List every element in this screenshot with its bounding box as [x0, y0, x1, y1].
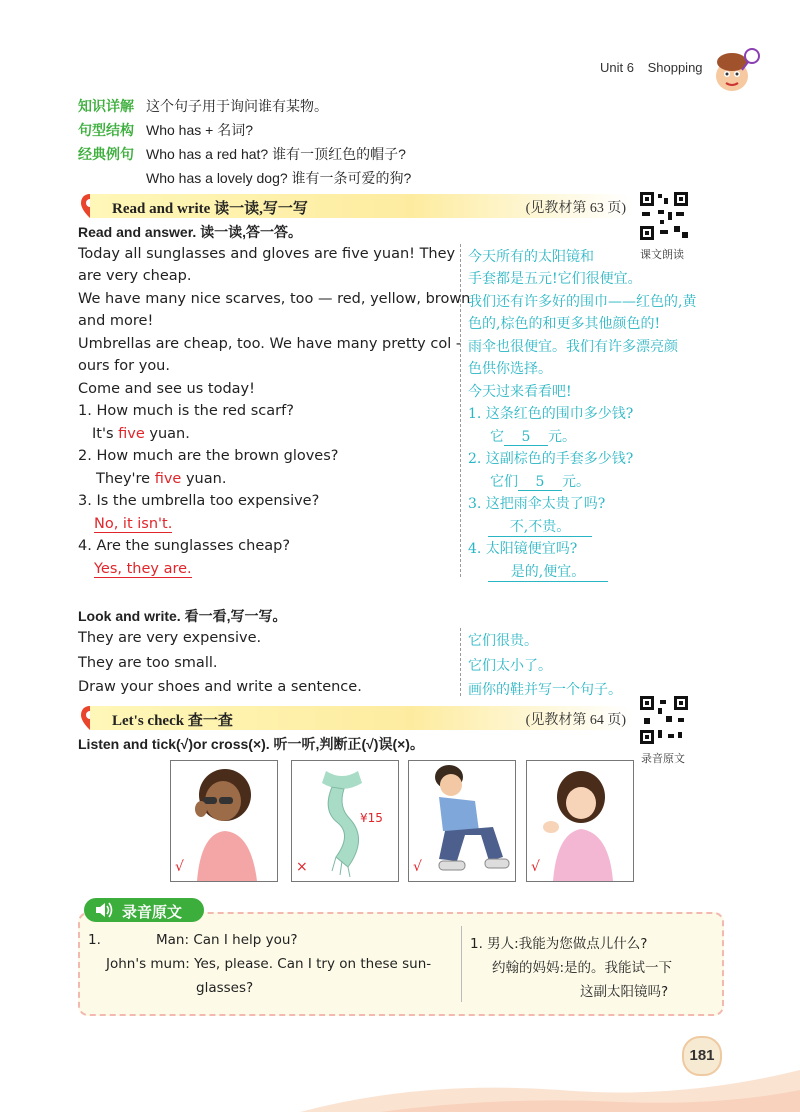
knowledge-row — [78, 168, 411, 188]
qr-caption: 课文朗读 — [640, 249, 684, 261]
knowledge-text: Who has + 名词? — [146, 122, 253, 138]
transcript-badge — [84, 898, 204, 922]
passage-translation-line: 今天过来看看吧! — [468, 384, 572, 400]
picture-woman-with-sunglasses — [170, 760, 278, 882]
transcript-divider — [461, 926, 462, 1002]
read-answer-heading: Read and answer. 读一读,答一答。 — [78, 224, 303, 240]
speaker-text: Can I help you? — [193, 932, 298, 948]
knowledge-label: 知识详解 — [78, 98, 134, 114]
transcript-translation: 这副太阳镜吗? — [580, 984, 669, 1000]
answer-translation — [488, 516, 592, 537]
answer-prefix: It's — [92, 426, 119, 442]
answer-text: Yes, they are. — [94, 561, 192, 577]
answer-text: No, it isn't. — [94, 516, 173, 532]
answer-text: five — [118, 426, 145, 442]
listen-instruction: Listen and tick(√)or cross(×). 听一听,判断正(√)误(×)。 — [78, 736, 424, 752]
answer-blank: 5 — [518, 474, 562, 491]
tick-mark: √ — [413, 859, 422, 875]
speaker-icon — [94, 901, 114, 919]
answer-suffix: 元。 — [562, 474, 590, 490]
passage-line: ours for you. — [78, 358, 170, 374]
price-tag: ¥15 — [360, 811, 383, 825]
speaker-name: John's mum: — [106, 956, 190, 972]
column-divider — [460, 628, 461, 696]
unit-label: Unit 6 — [600, 60, 634, 75]
answer-translation — [490, 471, 590, 491]
passage-translation-line: 色的,棕色的和更多其他颜色的! — [468, 316, 661, 332]
qr-caption: 录音原文 — [641, 753, 685, 765]
answer-line — [96, 471, 226, 487]
footer-wave-decoration — [0, 1040, 800, 1112]
answer-line — [94, 516, 172, 532]
passage-translation-line: 今天所有的太阳镜和 — [468, 249, 594, 265]
question-text: 1. How much is the red scarf? — [78, 403, 294, 419]
question-text: 3. Is the umbrella too expensive? — [78, 493, 320, 509]
question-translation: 4. 太阳镜便宜吗? — [468, 541, 578, 557]
picture-girl-with-gloves — [526, 760, 634, 882]
answer-blank: 不,不贵。 — [488, 516, 592, 537]
passage-translation-line: 雨伞也很便宜。我们有许多漂亮颜 — [468, 339, 678, 355]
question-translation: 1. 这条红色的围巾多少钱? — [468, 406, 634, 422]
unit-topic: Shopping — [647, 60, 703, 75]
picture-scarf — [291, 760, 399, 882]
answer-line — [94, 561, 192, 577]
knowledge-label: 经典例句 — [78, 146, 134, 162]
qr-code-icon[interactable] — [638, 190, 690, 242]
textbook-reference: (见教材第 64 页) — [525, 713, 626, 728]
question-text: 4. Are the sunglasses cheap? — [78, 538, 291, 554]
look-write-line: They are too small. — [78, 655, 218, 671]
transcript-translation: 约翰的妈妈:是的。我能试一下 — [492, 960, 673, 976]
passage-translation-line: 手套都是五元!它们很便宜。 — [468, 271, 642, 287]
knowledge-label: 句型结构 — [78, 122, 134, 138]
cross-mark: × — [296, 859, 308, 875]
passage-line: and more! — [78, 313, 154, 329]
look-write-translation: 它们太小了。 — [468, 658, 552, 674]
passage-line: Umbrellas are cheap, too. We have many pretty col - — [78, 336, 462, 352]
answer-blank: 是的,便宜。 — [488, 561, 608, 582]
knowledge-row — [78, 96, 328, 116]
section-title: Read and write 读一读,写一写 — [112, 201, 308, 217]
answer-text: five — [154, 471, 182, 487]
girl-gloves-illustration — [527, 761, 633, 881]
transcript-line — [106, 956, 431, 972]
page-number: 181 — [682, 1036, 722, 1076]
knowledge-text: Who has a lovely dog? 谁有一条可爱的狗? — [146, 170, 412, 186]
textbook-reference: (见教材第 63 页) — [525, 201, 626, 216]
woman-sunglasses-illustration — [171, 761, 277, 881]
unit-header — [600, 60, 703, 75]
answer-suffix: yuan. — [144, 426, 190, 442]
knowledge-text: Who has a red hat? 谁有一顶红色的帽子? — [146, 146, 406, 162]
passage-line: We have many nice scarves, too — red, yellow, brown — [78, 291, 471, 307]
tick-mark: √ — [531, 859, 540, 875]
transcript-number: 1. — [88, 932, 101, 948]
speaker-name: Man: — [156, 932, 190, 948]
mascot-icon — [708, 44, 764, 94]
passage-line: Today all sunglasses and gloves are five yuan! They — [78, 246, 456, 262]
passage-line: are very cheap. — [78, 268, 192, 284]
passage-line: Come and see us today! — [78, 381, 255, 397]
answer-prefix: They're — [96, 471, 155, 487]
answer-suffix: yuan. — [181, 471, 227, 487]
look-write-line: Draw your shoes and write a sentence. — [78, 679, 362, 695]
transcript-line: glasses? — [196, 980, 254, 996]
read-write-section-bar — [90, 194, 630, 218]
look-write-translation: 它们很贵。 — [468, 633, 538, 649]
transcript-badge-label: 录音原文 — [122, 904, 183, 921]
speaker-text: Yes, please. Can I try on these sun- — [194, 956, 432, 972]
passage-translation-line: 我们还有许多好的围巾——红色的,黄 — [468, 294, 697, 310]
answer-line — [92, 426, 190, 442]
question-translation: 3. 这把雨伞太贵了吗? — [468, 496, 606, 512]
look-write-heading: Look and write. 看一看,写一写。 — [78, 608, 287, 624]
transcript-translation: 1. 男人:我能为您做点儿什么? — [470, 936, 648, 952]
knowledge-text: 这个句子用于询问谁有某物。 — [146, 98, 328, 114]
passage-translation-line: 色供你选择。 — [468, 361, 552, 377]
question-text: 2. How much are the brown gloves? — [78, 448, 339, 464]
answer-prefix: 它 — [490, 429, 504, 445]
question-translation: 2. 这副棕色的手套多少钱? — [468, 451, 634, 467]
tick-mark: √ — [175, 859, 184, 875]
knowledge-row — [78, 120, 253, 140]
look-write-translation: 画你的鞋并写一个句子。 — [468, 682, 622, 698]
answer-translation — [490, 426, 576, 446]
answer-translation — [488, 561, 608, 582]
lets-check-section-bar — [90, 706, 630, 730]
answer-prefix: 它们 — [490, 474, 518, 490]
knowledge-row — [78, 144, 406, 164]
transcript-line — [156, 932, 298, 948]
boy-shoes-illustration — [409, 761, 515, 881]
answer-blank: 5 — [504, 429, 548, 446]
section-title: Let's check 查一查 — [112, 713, 233, 729]
picture-boy-tying-shoes — [408, 760, 516, 882]
answer-suffix: 元。 — [548, 429, 576, 445]
look-write-line: They are very expensive. — [78, 630, 262, 646]
qr-code-icon[interactable] — [638, 694, 690, 746]
